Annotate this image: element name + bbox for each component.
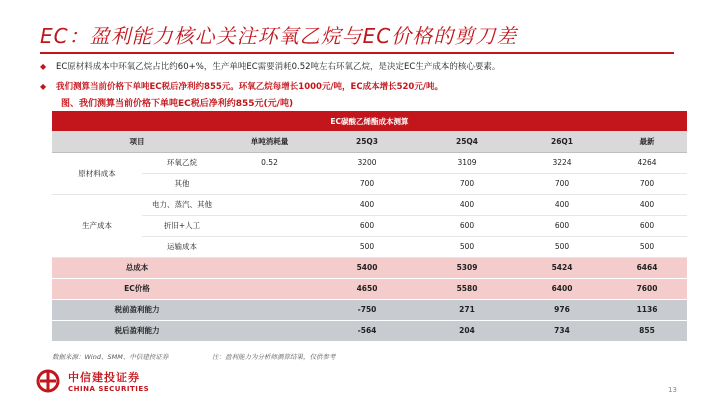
cell-latest: 6464 (607, 257, 687, 278)
row-usage (222, 320, 317, 341)
source-footnote: 数据来源：Wind、SMM、中信建投证券 (52, 353, 169, 361)
cell-26q1: 400 (517, 194, 607, 215)
cell-26q1: 500 (517, 236, 607, 257)
col-25q4: 25Q4 (417, 131, 517, 152)
company-logo (36, 369, 149, 393)
cell-26q1: 734 (517, 320, 607, 341)
col-usage: 单吨消耗量 (222, 131, 317, 152)
cell-25q3: 600 (317, 215, 417, 236)
row-usage (222, 215, 317, 236)
cell-26q1: 976 (517, 299, 607, 320)
cell-25q3: 500 (317, 236, 417, 257)
table-row-ec-price (52, 278, 687, 299)
cell-25q3: 4650 (317, 278, 417, 299)
slide-title: EC：盈利能力核心关注环氧乙烷与EC价格的剪刀差 (40, 24, 518, 48)
cell-25q3: -750 (317, 299, 417, 320)
cell-latest: 700 (607, 173, 687, 194)
bullet-2 (40, 80, 443, 92)
bullet-1-text: EC原材料成本中环氧乙烷占比约60+%，生产单吨EC需要消耗0.52吨左右环氧乙烷，是决定EC生产成本的核心要素。 (56, 62, 501, 72)
row-item: 其他 (142, 173, 222, 194)
row-usage (222, 173, 317, 194)
row-usage (222, 194, 317, 215)
row-usage (222, 257, 317, 278)
page-number: 13 (668, 386, 677, 394)
logo-chinese-name: 中信建投证券 (68, 371, 140, 384)
bullet-1 (40, 60, 500, 72)
cell-25q4: 271 (417, 299, 517, 320)
figure-caption: 图、我们测算当前价格下单吨EC税后净利约855元(元/吨) (61, 99, 294, 109)
row-usage: 0.52 (222, 152, 317, 173)
cell-26q1: 6400 (517, 278, 607, 299)
cell-25q3: -564 (317, 320, 417, 341)
diamond-bullet-icon: ◆ (40, 81, 47, 91)
row-item: 环氧乙烷 (142, 152, 222, 173)
row-item: 电力、蒸汽、其他 (142, 194, 222, 215)
cell-latest: 7600 (607, 278, 687, 299)
cell-25q3: 400 (317, 194, 417, 215)
logo-english-name: CHINA SECURITIES (68, 385, 150, 393)
col-latest: 最新 (607, 131, 687, 152)
cell-25q4: 600 (417, 215, 517, 236)
cell-25q4: 5580 (417, 278, 517, 299)
cell-25q4: 400 (417, 194, 517, 215)
title-divider (40, 52, 674, 54)
group-production: 生产成本 (52, 194, 142, 257)
cell-25q4: 700 (417, 173, 517, 194)
table-row (52, 173, 687, 194)
row-usage (222, 236, 317, 257)
cell-25q4: 3109 (417, 152, 517, 173)
cell-latest: 4264 (607, 152, 687, 173)
cell-25q4: 204 (417, 320, 517, 341)
table-title: EC碳酸乙烯酯成本测算 (52, 111, 687, 131)
table-row (52, 194, 687, 215)
cell-26q1: 600 (517, 215, 607, 236)
table-row-pretax-profit (52, 299, 687, 320)
cell-26q1: 700 (517, 173, 607, 194)
cell-25q4: 5309 (417, 257, 517, 278)
cell-25q3: 700 (317, 173, 417, 194)
cell-25q3: 3200 (317, 152, 417, 173)
cell-latest: 400 (607, 194, 687, 215)
cell-latest: 600 (607, 215, 687, 236)
bullet-2-text: 我们测算当前价格下单吨EC税后净利约855元。环氧乙烷每增长1000元/吨，EC成本增长520元/吨。 (56, 82, 443, 92)
table-row (52, 236, 687, 257)
cost-table (52, 111, 687, 342)
diamond-bullet-icon: ◆ (40, 61, 47, 71)
col-item: 项目 (52, 131, 222, 152)
cell-26q1: 3224 (517, 152, 607, 173)
row-item: 总成本 (52, 257, 222, 278)
col-25q3: 25Q3 (317, 131, 417, 152)
table-row-total-cost (52, 257, 687, 278)
cell-25q3: 5400 (317, 257, 417, 278)
china-securities-logo-icon (36, 369, 64, 393)
cell-latest: 500 (607, 236, 687, 257)
col-26q1: 26Q1 (517, 131, 607, 152)
row-item: 折旧+人工 (142, 215, 222, 236)
group-raw-material: 原材料成本 (52, 152, 142, 194)
cell-26q1: 5424 (517, 257, 607, 278)
table-column-header (52, 131, 687, 152)
row-item: 税后盈利能力 (52, 320, 222, 341)
cell-latest: 855 (607, 320, 687, 341)
table-row (52, 215, 687, 236)
row-usage (222, 299, 317, 320)
table-row (52, 152, 687, 173)
note-footnote: 注：盈利能力为分析师测算结果，仅供参考 (212, 353, 336, 361)
row-item: 运输成本 (142, 236, 222, 257)
row-item: EC价格 (52, 278, 222, 299)
row-item: 税前盈利能力 (52, 299, 222, 320)
row-usage (222, 278, 317, 299)
table-row-aftertax-profit (52, 320, 687, 341)
cell-25q4: 500 (417, 236, 517, 257)
cell-latest: 1136 (607, 299, 687, 320)
